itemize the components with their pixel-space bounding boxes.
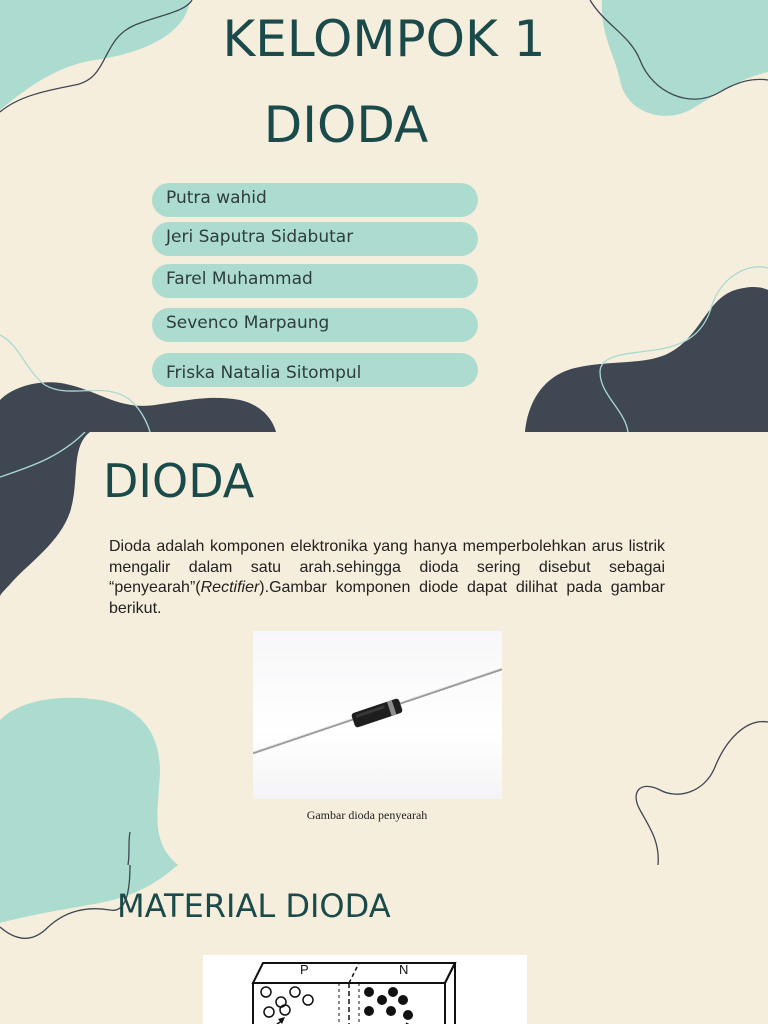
diode-illustration xyxy=(253,631,502,799)
image-caption: Gambar dioda penyearah xyxy=(306,808,428,822)
diode-photo xyxy=(253,631,502,799)
paragraph-text: ).Gambar komponen diode dapat dilihat pada gambar berikut. xyxy=(109,579,665,617)
topic-title: DIODA xyxy=(263,96,429,154)
top-left-navy-blob xyxy=(0,432,90,597)
member-pill: Sevenco Marpaung xyxy=(152,308,478,342)
bottom-right-line xyxy=(636,722,768,865)
pn-junction-illustration xyxy=(203,955,527,1024)
bottom-left-blob xyxy=(0,382,276,432)
pn-junction-diagram xyxy=(203,955,527,1024)
section-heading: DIODA xyxy=(103,454,255,508)
member-pill: Farel Muhammad xyxy=(152,264,478,298)
member-pill: Friska Natalia Sitompul xyxy=(152,353,478,387)
member-pill: Putra wahid xyxy=(152,183,478,217)
slide-3 xyxy=(0,865,768,1024)
section-heading: MATERIAL DIODA xyxy=(117,887,391,925)
paragraph-italic: Rectifier xyxy=(200,579,260,596)
bottom-left-teal-blob xyxy=(0,698,178,865)
paragraph-text: Dioda adalah komponen elektronika yang hanya memperbolehkan arus listrik mengalir dalam satu arah.sehingga dioda sering disebut sebagai “penyearah”( xyxy=(109,538,665,596)
member-pill: Jeri Saputra Sidabutar xyxy=(152,222,478,256)
slide-1 xyxy=(0,0,768,432)
slide-2 xyxy=(0,432,768,865)
n-region-label: N xyxy=(399,962,409,977)
group-title: KELOMPOK 1 xyxy=(222,10,546,68)
p-region-label: P xyxy=(300,962,309,977)
definition-paragraph xyxy=(109,537,665,619)
bottom-right-blob xyxy=(525,287,768,432)
